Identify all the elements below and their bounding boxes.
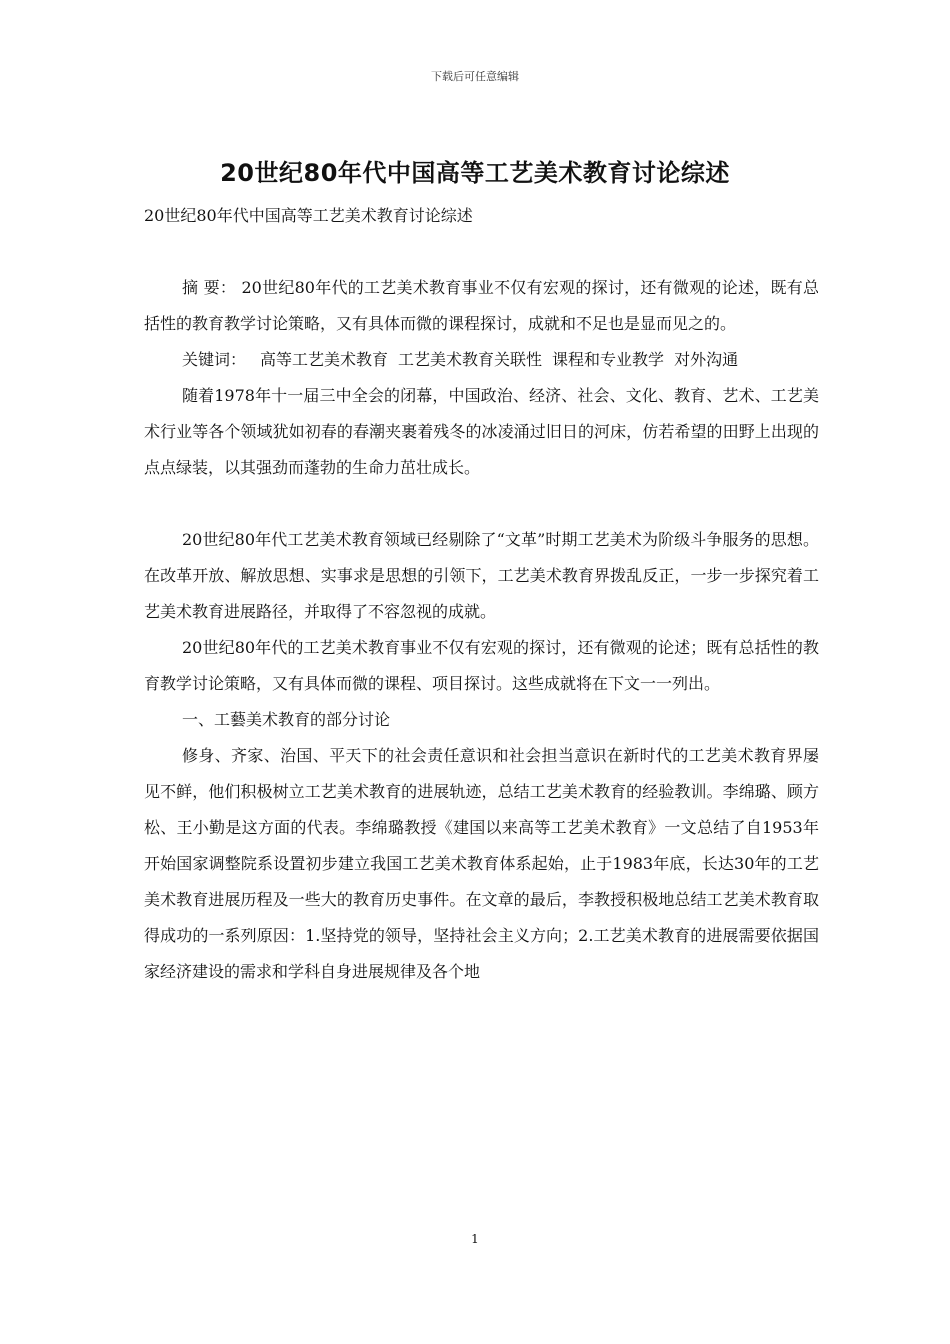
body-paragraph: 随着1978年十一届三中全会的闭幕，中国政治、经济、社会、文化、教育、艺术、工艺美术行业等各个领域犹如初春的春潮夹裹着残冬的冰凌涌过旧日的河床，仿若希望的田野上出现的点点绿装，以其强劲而蓬勃的生命力茁壮成长。 xyxy=(144,386,819,477)
keyword-term: 课程和专业教学 xyxy=(552,350,665,369)
body-paragraph: 修身、齐家、治国、平天下的社会责任意识和社会担当意识在新时代的工艺美术教育界屡见不鲜，他们积极树立工艺美术教育的进展轨迹，总结工艺美术教育的经验教训。李绵璐、顾方松、王小勤是这方面的代表。李绵璐教授《建国以来高等工艺美术教育》一文总结了自1953年开始国家调整院系设置初步建立我国工艺美术教育体系起始，止于1983年底，长达30年的工艺美术教育进展历程及一些大的教育历史事件。在文章的最后，李教授积极地总结工艺美术教育取得成功的一系列原因：1.坚持党的领导，坚持社会主义方向；2.工艺美术教育的进展需要依据国家经济建设的需求和学科自身进展规律及各个地 xyxy=(144,746,819,981)
body-paragraph: 20世纪80年代的工艺美术教育事业不仅有宏观的探讨，还有微观的论述；既有总括性的教育教学讨论策略，又有具体而微的课程、项目探讨。这些成就将在下文一一列出。 xyxy=(144,638,819,693)
document-body xyxy=(144,270,819,990)
body-paragraph: 20世纪80年代工艺美术教育领域已经剔除了“文革”时期工艺美术为阶级斗争服务的思想。在改革开放、解放思想、实事求是思想的引领下，工艺美术教育界拨乱反正，一步一步探究着工艺美术教育进展路径，并取得了不容忽视的成就。 xyxy=(144,530,819,621)
section-heading: 一、工藝美术教育的部分讨论 xyxy=(182,710,391,729)
keywords-label: 关键词： xyxy=(182,350,247,369)
keyword-term: 工艺美术教育关联性 xyxy=(398,350,543,369)
keyword-term: 对外沟通 xyxy=(674,350,739,369)
document-subtitle: 20世纪80年代中国高等工艺美术教育讨论综述 xyxy=(144,206,473,225)
abstract-label: 摘 要： xyxy=(182,278,237,297)
keyword-term: 高等工艺美术教育 xyxy=(260,350,389,369)
header-note: 下载后可任意编辑 xyxy=(431,70,519,83)
document-title: 20世纪80年代中国高等工艺美术教育讨论综述 xyxy=(220,159,730,187)
page-number: 1 xyxy=(471,1232,479,1246)
abstract-text: 20世纪80年代的工艺美术教育事业不仅有宏观的探讨，还有微观的论述，既有总括性的教育教学讨论策略，又有具体而微的课程探讨，成就和不足也是显而见之的。 xyxy=(144,278,819,333)
abstract-paragraph xyxy=(144,270,819,342)
keywords-paragraph xyxy=(144,342,819,378)
